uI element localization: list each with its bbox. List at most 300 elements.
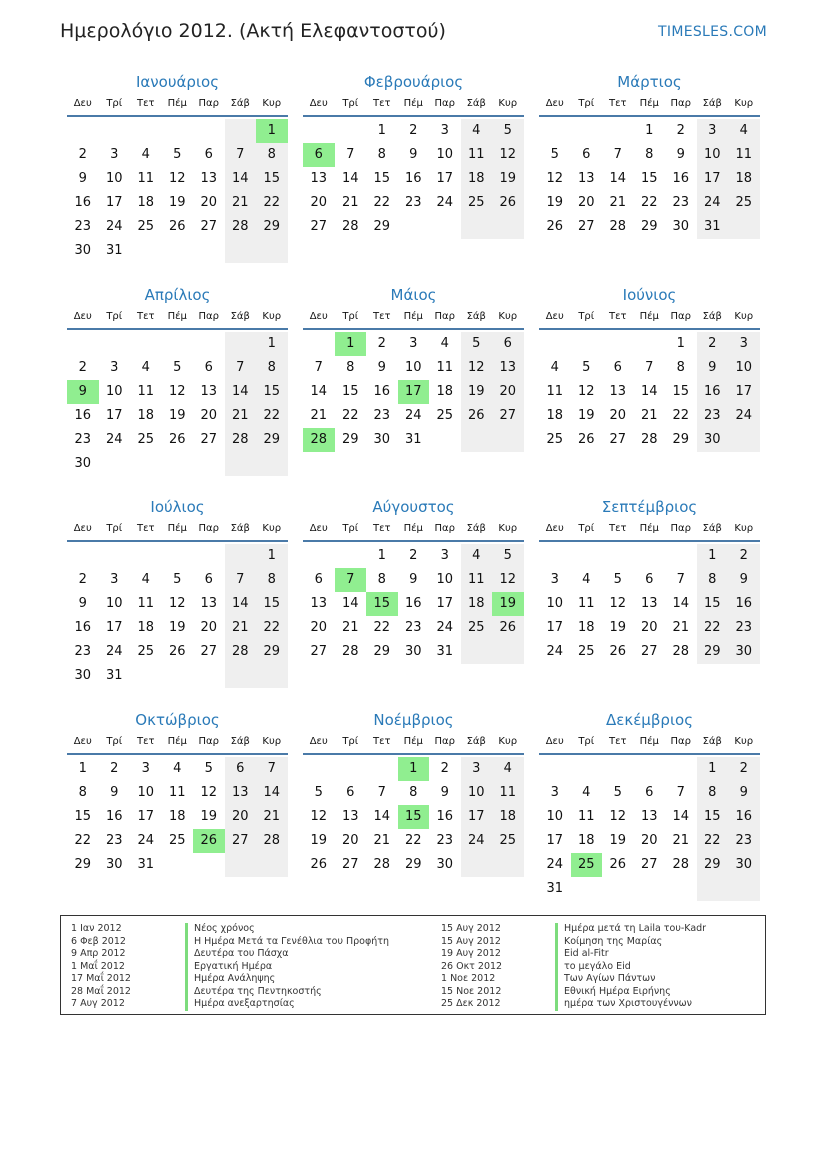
- day-cell: 24: [137, 833, 155, 848]
- empty-cell: [335, 544, 367, 568]
- empty-cell: [602, 119, 634, 143]
- day-cell: 10: [436, 572, 454, 587]
- day-cell: 20: [577, 195, 595, 210]
- day-cell: 15: [256, 167, 288, 191]
- day-cell: 11: [137, 171, 155, 186]
- weekday-label: Σάβ: [230, 311, 250, 322]
- day-cell: 22: [373, 195, 391, 210]
- weekday-label: Τρί: [578, 98, 595, 109]
- day-cell: 5: [613, 785, 622, 800]
- month-block: [303, 71, 524, 239]
- weekday-label: Τρί: [106, 523, 123, 534]
- day-cell: 24: [105, 644, 123, 659]
- day-cell: 20: [310, 620, 328, 635]
- weekday-label: Δευ: [545, 736, 564, 747]
- day-cell: 21: [310, 408, 328, 423]
- weekday-header: [303, 93, 524, 117]
- day-cell: 22: [672, 408, 690, 423]
- day-cell: 27: [341, 857, 359, 872]
- empty-cell: [162, 332, 194, 356]
- day-cell: 5: [173, 360, 182, 375]
- day-cell: 3: [440, 548, 449, 563]
- day-cell: 7: [314, 360, 323, 375]
- day-cell: 6: [303, 143, 335, 167]
- day-cell: 3: [728, 332, 760, 356]
- day-cell: 22: [404, 833, 422, 848]
- day-cell: 25: [492, 829, 524, 853]
- day-cell: 26: [492, 191, 524, 215]
- weekday-header: [67, 731, 288, 755]
- empty-cell: [571, 877, 603, 901]
- day-cell: 5: [492, 544, 524, 568]
- empty-cell: [634, 877, 666, 901]
- day-cell: 9: [676, 147, 685, 162]
- day-cell: 11: [436, 360, 454, 375]
- day-cell: 3: [141, 761, 150, 776]
- day-cell: 23: [404, 620, 422, 635]
- days-grid: [67, 332, 288, 476]
- weekday-header: [539, 518, 760, 542]
- empty-cell: [225, 452, 257, 476]
- empty-cell: [193, 119, 225, 143]
- empty-cell: [256, 853, 288, 877]
- day-cell: 23: [697, 404, 729, 428]
- month-name: Σεπτέμβριος: [601, 498, 698, 516]
- day-cell: 8: [377, 147, 386, 162]
- day-cell: 18: [577, 833, 595, 848]
- day-cell: 9: [728, 568, 760, 592]
- weekday-label: Τετ: [136, 311, 155, 322]
- legend-holiday-name: Ημέρα ανεξαρτησίας: [185, 998, 389, 1011]
- day-cell: 23: [373, 408, 391, 423]
- month-name: Φεβρουάριος: [363, 73, 464, 91]
- day-cell: 21: [609, 195, 627, 210]
- weekday-label: Παρ: [198, 98, 219, 109]
- day-cell: 27: [310, 644, 328, 659]
- empty-cell: [602, 544, 634, 568]
- weekday-label: Σάβ: [702, 736, 722, 747]
- day-cell: 23: [74, 432, 92, 447]
- weekday-label: Δευ: [309, 523, 328, 534]
- day-cell: 3: [110, 360, 119, 375]
- day-cell: 14: [672, 596, 690, 611]
- day-cell: 6: [582, 147, 591, 162]
- weekday-label: Δευ: [73, 523, 92, 534]
- day-cell: 15: [672, 384, 690, 399]
- empty-cell: [130, 332, 162, 356]
- day-cell: 3: [409, 336, 418, 351]
- day-cell: 18: [461, 167, 493, 191]
- day-cell: 29: [373, 644, 391, 659]
- legend-date: 15 Αυγ 2012: [441, 935, 501, 947]
- day-cell: 23: [74, 644, 92, 659]
- day-cell: 23: [672, 195, 690, 210]
- empty-cell: [602, 877, 634, 901]
- day-cell: 21: [672, 620, 690, 635]
- day-cell: 1: [398, 757, 430, 781]
- day-cell: 11: [728, 143, 760, 167]
- day-cell: 10: [105, 596, 123, 611]
- day-cell: 19: [492, 167, 524, 191]
- legend-date: 1 Ιαν 2012: [71, 923, 122, 934]
- weekday-label: Κυρ: [734, 736, 754, 747]
- days-grid: [67, 119, 288, 263]
- day-cell: 21: [373, 833, 391, 848]
- weekday-label: Παρ: [670, 311, 691, 322]
- day-cell: 2: [377, 336, 386, 351]
- day-cell: 1: [256, 332, 288, 356]
- empty-cell: [634, 332, 666, 356]
- day-cell: 26: [546, 219, 564, 234]
- day-cell: 26: [310, 857, 328, 872]
- weekday-label: Κυρ: [262, 523, 282, 534]
- day-cell: 16: [728, 592, 760, 616]
- day-cell: 22: [256, 616, 288, 640]
- day-cell: 13: [640, 596, 658, 611]
- day-cell: 19: [609, 833, 627, 848]
- day-cell: 18: [137, 408, 155, 423]
- empty-cell: [225, 664, 257, 688]
- empty-cell: [99, 332, 131, 356]
- day-cell: 5: [613, 572, 622, 587]
- legend-date: 6 Φεβ 2012: [71, 935, 126, 947]
- day-cell: 23: [404, 195, 422, 210]
- day-cell: 27: [640, 857, 658, 872]
- legend-date: 7 Αυγ 2012: [71, 998, 125, 1009]
- weekday-label: Σάβ: [230, 736, 250, 747]
- day-cell: 4: [141, 147, 150, 162]
- day-cell: 24: [728, 404, 760, 428]
- holiday-legend: [60, 915, 766, 1015]
- day-cell: 25: [137, 219, 155, 234]
- day-cell: 16: [373, 384, 391, 399]
- weekday-label: Δευ: [309, 98, 328, 109]
- weekday-header: [303, 306, 524, 330]
- day-cell: 7: [377, 785, 386, 800]
- day-cell: 10: [436, 147, 454, 162]
- day-cell: 10: [137, 785, 155, 800]
- day-cell: 15: [697, 805, 729, 829]
- empty-cell: [634, 757, 666, 781]
- day-cell: 13: [200, 384, 218, 399]
- day-cell: 29: [697, 640, 729, 664]
- day-cell: 27: [640, 644, 658, 659]
- day-cell: 25: [571, 853, 603, 877]
- month-block: [67, 496, 288, 688]
- month-name: Δεκέμβριος: [605, 711, 693, 729]
- day-cell: 14: [640, 384, 658, 399]
- day-cell: 2: [440, 761, 449, 776]
- days-grid: [67, 544, 288, 688]
- day-cell: 11: [492, 781, 524, 805]
- day-cell: 3: [550, 785, 559, 800]
- empty-cell: [162, 452, 194, 476]
- empty-cell: [225, 239, 257, 263]
- empty-cell: [225, 853, 257, 877]
- empty-cell: [225, 544, 257, 568]
- day-cell: 21: [225, 191, 257, 215]
- day-cell: 6: [204, 572, 213, 587]
- day-cell: 16: [74, 620, 92, 635]
- empty-cell: [162, 239, 194, 263]
- day-cell: 13: [341, 809, 359, 824]
- day-cell: 4: [582, 785, 591, 800]
- day-cell: 18: [577, 620, 595, 635]
- day-cell: 8: [78, 785, 87, 800]
- weekday-label: Τρί: [578, 736, 595, 747]
- day-cell: 12: [546, 171, 564, 186]
- weekday-label: Τετ: [608, 98, 627, 109]
- weekday-label: Παρ: [198, 311, 219, 322]
- day-cell: 26: [461, 404, 493, 428]
- day-cell: 16: [404, 596, 422, 611]
- day-cell: 30: [74, 456, 92, 471]
- day-cell: 24: [404, 408, 422, 423]
- empty-cell: [665, 544, 697, 568]
- weekday-label: Πέμ: [639, 523, 659, 534]
- day-cell: 17: [398, 380, 430, 404]
- day-cell: 29: [672, 432, 690, 447]
- day-cell: 8: [377, 572, 386, 587]
- day-cell: 18: [168, 809, 186, 824]
- weekday-label: Παρ: [198, 523, 219, 534]
- day-cell: 21: [225, 616, 257, 640]
- weekday-label: Παρ: [434, 98, 455, 109]
- legend-holiday-name: Eid al-Fitr: [555, 948, 706, 961]
- weekday-label: Παρ: [670, 523, 691, 534]
- day-cell: 1: [697, 757, 729, 781]
- empty-cell: [665, 757, 697, 781]
- day-cell: 3: [550, 572, 559, 587]
- days-grid: [539, 119, 760, 239]
- legend-holiday-name: Δευτέρα του Πάσχα: [185, 948, 389, 961]
- day-cell: 28: [341, 644, 359, 659]
- day-cell: 4: [461, 119, 493, 143]
- day-cell: 21: [672, 833, 690, 848]
- day-cell: 30: [672, 219, 690, 234]
- weekday-label: Πέμ: [639, 311, 659, 322]
- day-cell: 23: [105, 833, 123, 848]
- day-cell: 25: [137, 432, 155, 447]
- day-cell: 15: [256, 380, 288, 404]
- day-cell: 4: [728, 119, 760, 143]
- day-cell: 13: [200, 171, 218, 186]
- empty-cell: [665, 877, 697, 901]
- day-cell: 22: [697, 829, 729, 853]
- legend-holiday-name: Εργατική Ημέρα: [185, 961, 389, 974]
- days-grid: [303, 119, 524, 239]
- day-cell: 21: [640, 408, 658, 423]
- day-cell: 31: [105, 243, 123, 258]
- day-cell: 21: [341, 620, 359, 635]
- legend-date: 9 Απρ 2012: [71, 948, 126, 959]
- day-cell: 7: [645, 360, 654, 375]
- day-cell: 2: [78, 572, 87, 587]
- day-cell: 18: [137, 195, 155, 210]
- weekday-label: Σάβ: [466, 311, 486, 322]
- weekday-label: Σάβ: [230, 523, 250, 534]
- day-cell: 25: [546, 432, 564, 447]
- day-cell: 5: [582, 360, 591, 375]
- day-cell: 23: [728, 616, 760, 640]
- day-cell: 8: [256, 356, 288, 380]
- day-cell: 3: [461, 757, 493, 781]
- day-cell: 27: [577, 219, 595, 234]
- day-cell: 16: [404, 171, 422, 186]
- day-cell: 11: [168, 785, 186, 800]
- day-cell: 22: [373, 620, 391, 635]
- day-cell: 12: [310, 809, 328, 824]
- legend-left-names: [185, 923, 389, 1011]
- day-cell: 10: [461, 781, 493, 805]
- day-cell: 29: [404, 857, 422, 872]
- weekday-label: Τρί: [578, 523, 595, 534]
- weekday-label: Τρί: [106, 311, 123, 322]
- weekday-header: [539, 93, 760, 117]
- weekday-header: [539, 731, 760, 755]
- day-cell: 31: [546, 881, 564, 896]
- day-cell: 24: [546, 644, 564, 659]
- weekday-label: Σάβ: [466, 523, 486, 534]
- day-cell: 5: [492, 119, 524, 143]
- day-cell: 9: [110, 785, 119, 800]
- day-cell: 14: [341, 171, 359, 186]
- legend-date: 1 Μαΐ 2012: [71, 960, 125, 972]
- day-cell: 22: [697, 616, 729, 640]
- day-cell: 19: [310, 833, 328, 848]
- day-cell: 26: [168, 644, 186, 659]
- day-cell: 22: [256, 191, 288, 215]
- empty-cell: [256, 664, 288, 688]
- month-block: [539, 284, 760, 452]
- day-cell: 5: [461, 332, 493, 356]
- day-cell: 14: [256, 781, 288, 805]
- day-cell: 18: [546, 408, 564, 423]
- day-cell: 14: [225, 592, 257, 616]
- day-cell: 7: [676, 572, 685, 587]
- day-cell: 25: [436, 408, 454, 423]
- day-cell: 5: [550, 147, 559, 162]
- weekday-label: Κυρ: [498, 736, 518, 747]
- day-cell: 4: [173, 761, 182, 776]
- day-cell: 20: [310, 195, 328, 210]
- weekday-label: Κυρ: [734, 98, 754, 109]
- month-name: Οκτώβριος: [135, 711, 220, 729]
- day-cell: 24: [105, 219, 123, 234]
- empty-cell: [303, 119, 335, 143]
- weekday-label: Παρ: [434, 523, 455, 534]
- day-cell: 30: [74, 668, 92, 683]
- weekday-label: Τετ: [608, 311, 627, 322]
- weekday-label: Τρί: [578, 311, 595, 322]
- weekday-label: Δευ: [73, 736, 92, 747]
- day-cell: 6: [204, 360, 213, 375]
- legend-holiday-name: Κοίμηση της Μαρίας: [555, 936, 706, 949]
- weekday-label: Σάβ: [466, 98, 486, 109]
- weekday-label: Κυρ: [498, 523, 518, 534]
- month-name: Νοέμβριος: [373, 711, 454, 729]
- empty-cell: [193, 332, 225, 356]
- weekday-label: Τετ: [136, 736, 155, 747]
- day-cell: 10: [546, 809, 564, 824]
- day-cell: 16: [697, 380, 729, 404]
- day-cell: 27: [200, 644, 218, 659]
- empty-cell: [99, 544, 131, 568]
- month-name: Ιούλιος: [150, 498, 205, 516]
- day-cell: 12: [200, 785, 218, 800]
- empty-cell: [571, 119, 603, 143]
- empty-cell: [335, 757, 367, 781]
- month-block: [539, 709, 760, 901]
- weekday-label: Πέμ: [639, 736, 659, 747]
- day-cell: 22: [256, 404, 288, 428]
- empty-cell: [571, 757, 603, 781]
- day-cell: 20: [200, 408, 218, 423]
- day-cell: 16: [728, 805, 760, 829]
- day-cell: 4: [582, 572, 591, 587]
- day-cell: 11: [546, 384, 564, 399]
- weekday-label: Πέμ: [167, 311, 187, 322]
- weekday-label: Τετ: [372, 98, 391, 109]
- empty-cell: [492, 640, 524, 664]
- day-cell: 10: [105, 171, 123, 186]
- day-cell: 15: [398, 805, 430, 829]
- day-cell: 2: [697, 332, 729, 356]
- day-cell: 20: [609, 408, 627, 423]
- day-cell: 8: [256, 143, 288, 167]
- empty-cell: [225, 332, 257, 356]
- day-cell: 14: [341, 596, 359, 611]
- day-cell: 24: [436, 620, 454, 635]
- day-cell: 13: [492, 356, 524, 380]
- weekday-label: Κυρ: [262, 736, 282, 747]
- day-cell: 13: [577, 171, 595, 186]
- day-cell: 2: [409, 123, 418, 138]
- empty-cell: [539, 757, 571, 781]
- empty-cell: [162, 853, 194, 877]
- weekday-label: Πέμ: [167, 736, 187, 747]
- day-cell: 9: [440, 785, 449, 800]
- day-cell: 12: [492, 143, 524, 167]
- weekday-label: Σάβ: [702, 98, 722, 109]
- empty-cell: [99, 452, 131, 476]
- day-cell: 14: [609, 171, 627, 186]
- month-block: [67, 284, 288, 476]
- legend-date: 15 Αυγ 2012: [441, 923, 501, 934]
- weekday-label: Κυρ: [734, 523, 754, 534]
- day-cell: 7: [346, 147, 355, 162]
- legend-holiday-name: Δευτέρα της Πεντηκοστής: [185, 986, 389, 999]
- weekday-label: Τρί: [342, 736, 359, 747]
- day-cell: 8: [645, 147, 654, 162]
- empty-cell: [256, 239, 288, 263]
- weekday-label: Δευ: [73, 311, 92, 322]
- day-cell: 20: [200, 620, 218, 635]
- day-cell: 16: [672, 171, 690, 186]
- day-cell: 4: [492, 757, 524, 781]
- day-cell: 1: [377, 123, 386, 138]
- day-cell: 9: [78, 171, 87, 186]
- day-cell: 31: [697, 215, 729, 239]
- day-cell: 19: [200, 809, 218, 824]
- brand-link[interactable]: TIMESLES.COM: [658, 24, 767, 40]
- day-cell: 4: [440, 336, 449, 351]
- day-cell: 12: [168, 384, 186, 399]
- day-cell: 6: [492, 332, 524, 356]
- empty-cell: [303, 544, 335, 568]
- day-cell: 12: [461, 356, 493, 380]
- empty-cell: [461, 853, 493, 877]
